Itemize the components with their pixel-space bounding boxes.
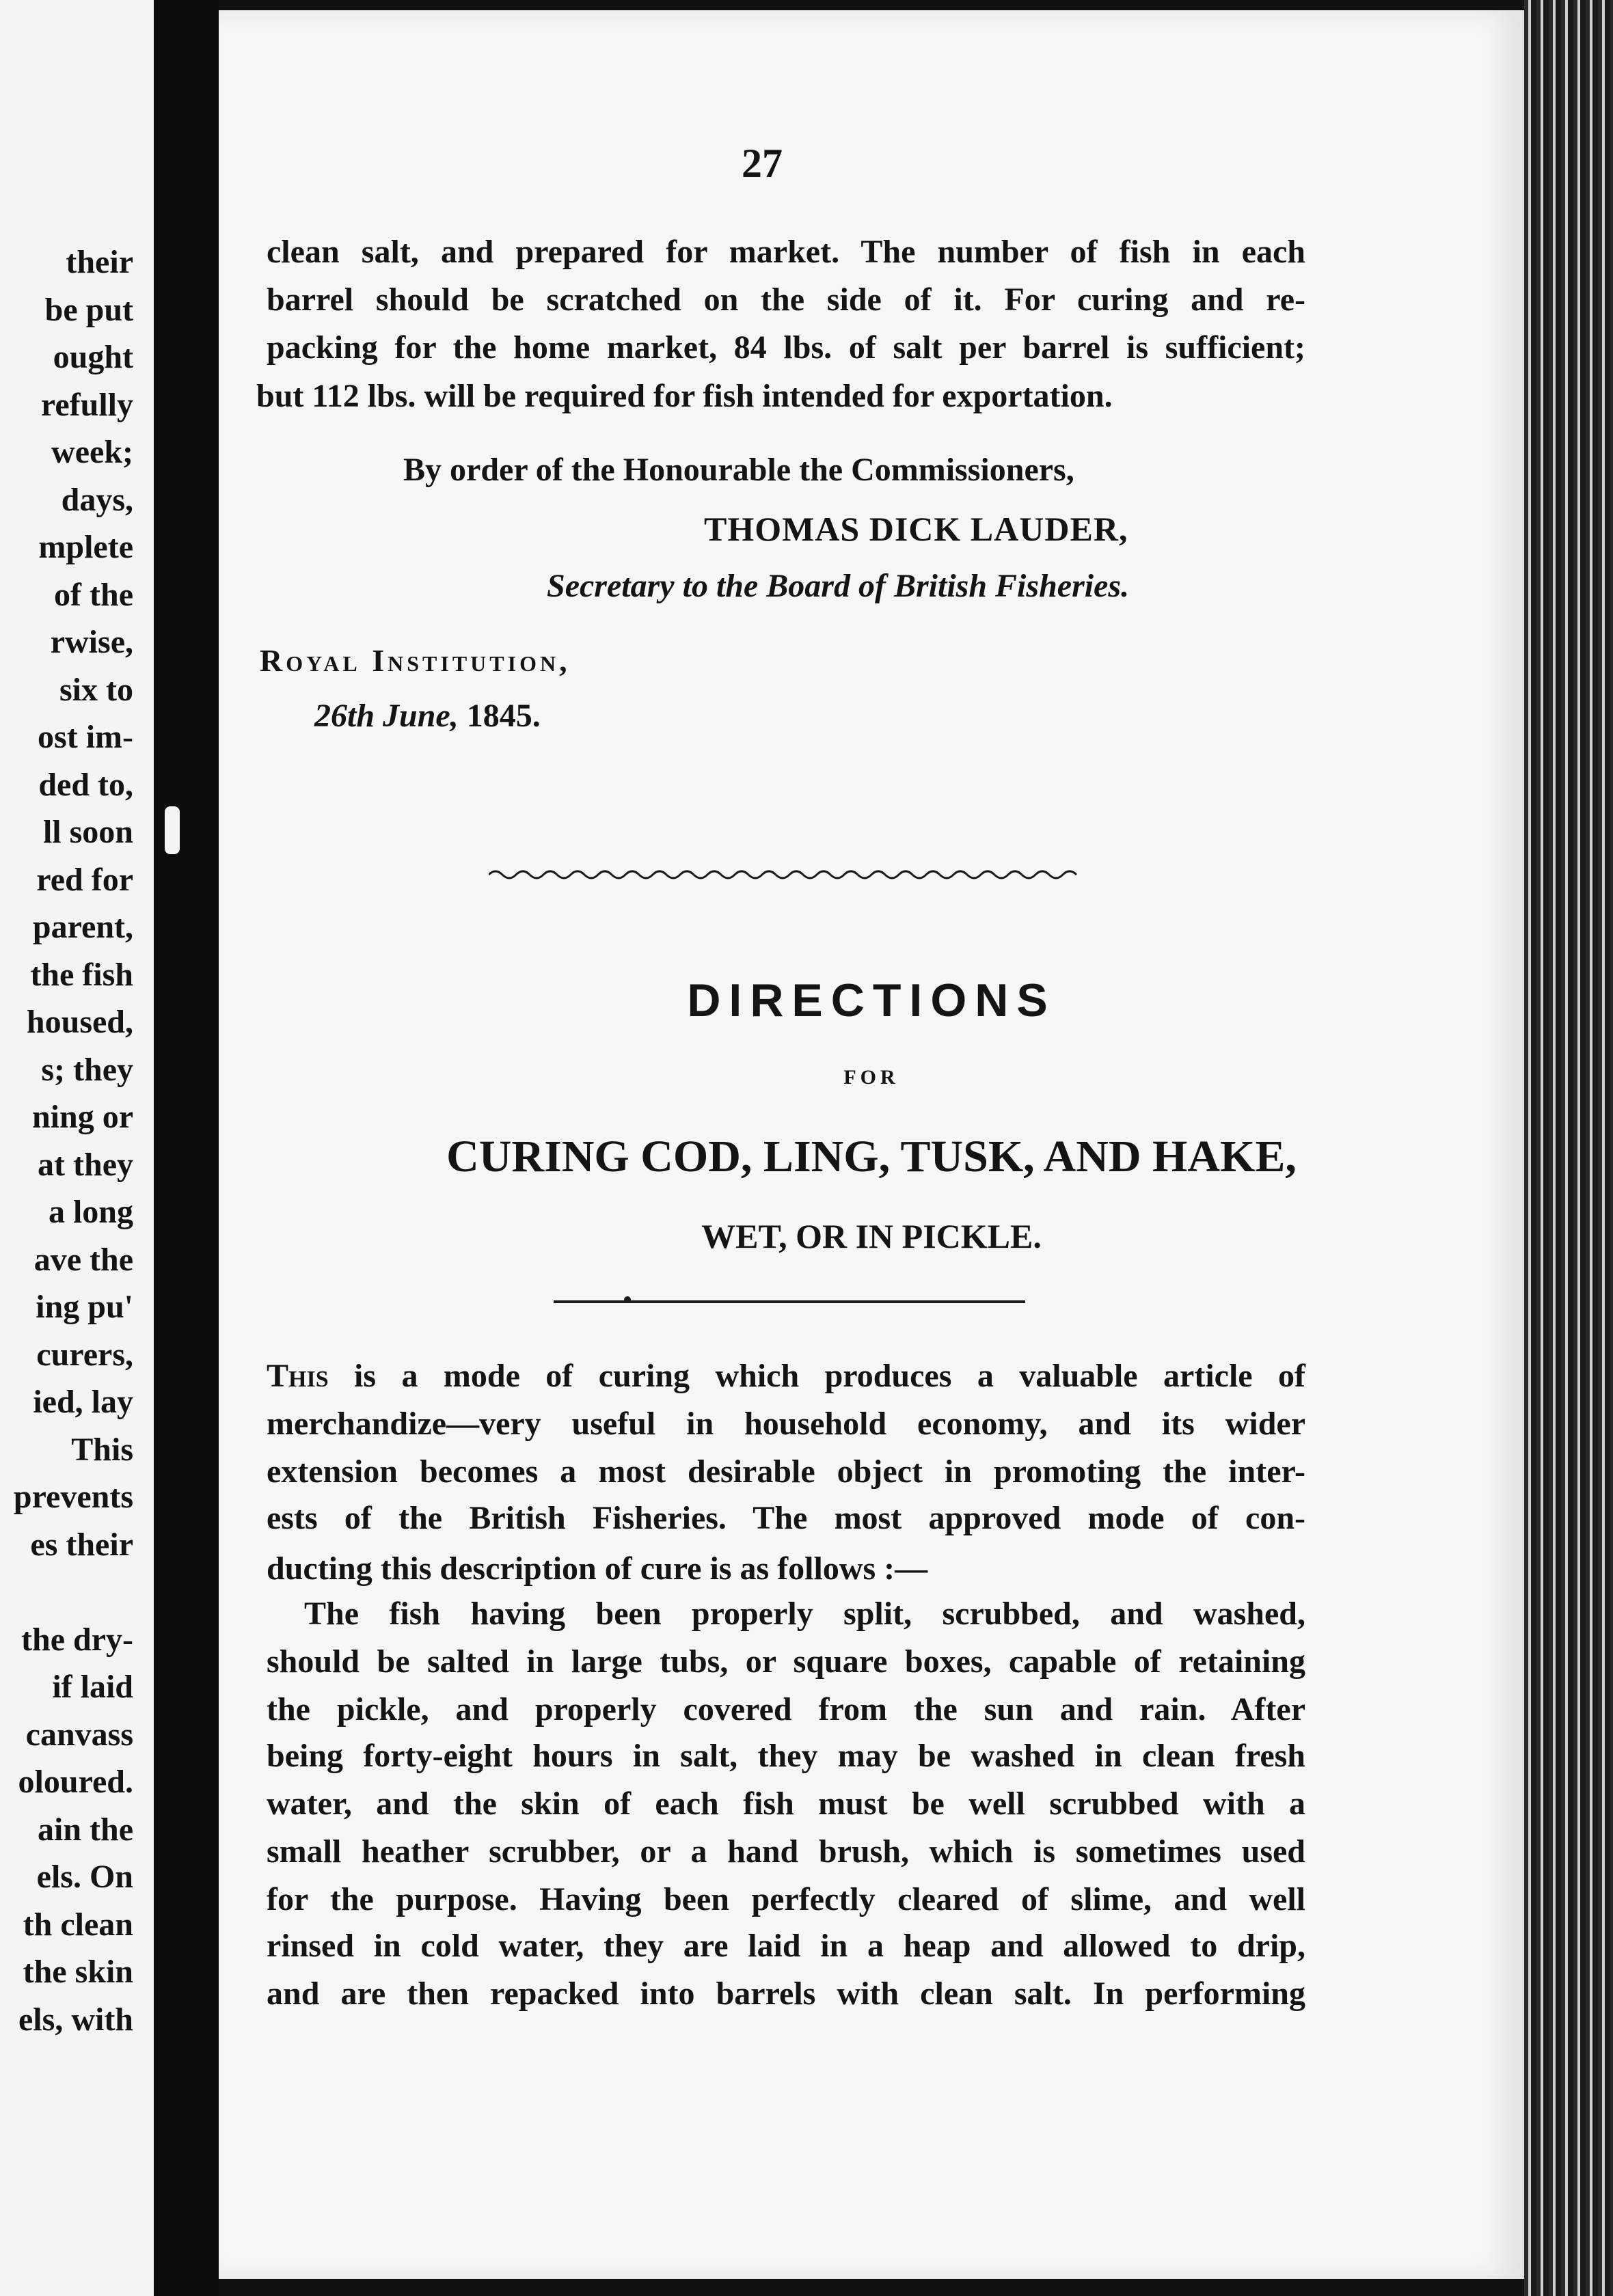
heading-for: FOR: [843, 1066, 899, 1089]
text-line: should be salted in large tubs, or square boxes, capable of retaining: [267, 1643, 1305, 1680]
place-line: Royal Institution,: [260, 643, 571, 678]
page-edges: [1524, 0, 1613, 2296]
facing-page-text: ost im-: [38, 719, 133, 755]
heading-directions: DIRECTIONS: [687, 974, 1056, 1026]
text-line: [267, 1360, 1305, 1393]
paper-tear: [165, 806, 180, 854]
page-number: 27: [742, 141, 783, 186]
facing-page-text: refully: [40, 386, 133, 423]
facing-page-text: curers,: [36, 1336, 133, 1373]
date-line: [314, 697, 541, 735]
text-line: clean salt, and prepared for market. The number of fish in each: [267, 234, 1305, 270]
facing-page-text: els, with: [18, 2001, 133, 2038]
facing-page-text: a long: [48, 1194, 133, 1230]
text-line: ests of the British Fisheries. The most approved mode of con-: [267, 1500, 1305, 1536]
text-line: being forty-eight hours in salt, they may be washed in clean fresh: [267, 1738, 1305, 1774]
facing-page-text: be put: [44, 291, 133, 328]
divider-dot: [624, 1296, 631, 1303]
heading-title: CURING COD, LING, TUSK, AND HAKE,: [446, 1132, 1297, 1181]
signatory-role: Secretary to the Board of British Fisheries.: [547, 568, 1130, 604]
facing-page-text: housed,: [26, 1004, 133, 1040]
facing-page-text: if laid: [52, 1669, 133, 1705]
facing-page-text: ning or: [31, 1099, 133, 1135]
text-line: for the purpose. Having been perfectly cleared of slime, and well: [267, 1881, 1305, 1917]
facing-page-text: es their: [30, 1526, 133, 1563]
facing-page-text: prevents: [13, 1479, 133, 1515]
facing-page-text: week;: [51, 434, 133, 470]
text-line: packing for the home market, 84 lbs. of salt per barrel is sufficient;: [267, 329, 1305, 366]
facing-page-text: ain the: [37, 1811, 133, 1848]
text-line: water, and the skin of each fish must be well scrubbed with a: [267, 1786, 1305, 1822]
facing-page-text: ave the: [33, 1241, 133, 1278]
date-day: 26th June,: [314, 698, 459, 734]
facing-page-text: els. On: [36, 1859, 133, 1895]
facing-page-text: th clean: [23, 1906, 133, 1943]
text-line: ducting this description of cure is as follows :—: [267, 1550, 928, 1587]
book-gutter: [154, 0, 219, 2296]
facing-page-text: at they: [38, 1146, 133, 1183]
facing-page-text: mplete: [38, 529, 133, 565]
facing-page-text: rwise,: [50, 624, 133, 660]
facing-page-text: canvass: [25, 1716, 133, 1753]
facing-page-text: red for: [36, 861, 133, 898]
facing-page-text: parent,: [32, 909, 133, 945]
facing-page-text: ded to,: [38, 766, 133, 803]
facing-page-text: the dry-: [21, 1621, 133, 1658]
text-line: barrel should be scratched on the side of it. For curing and re-: [267, 282, 1305, 318]
wavy-divider: [489, 864, 1083, 885]
facing-page-text: ll soon: [42, 814, 133, 850]
text-span: is a mode of curing which produces a valuable article of: [354, 1358, 1305, 1394]
text-line: extension becomes a most desirable object in promoting the inter-: [267, 1453, 1305, 1490]
facing-page-text: of the: [54, 576, 133, 613]
first-word: This: [267, 1358, 329, 1394]
facing-page-text: their: [66, 244, 133, 280]
facing-page-text: s; they: [41, 1051, 133, 1088]
facing-page-text: ought: [53, 339, 133, 375]
heading-subtitle: WET, OR IN PICKLE.: [701, 1217, 1042, 1255]
facing-page-text: oloured.: [18, 1764, 133, 1800]
text-line: the pickle, and properly covered from the sun and rain. After: [267, 1691, 1305, 1727]
facing-page-text: ing pu': [36, 1289, 133, 1325]
text-line: small heather scrubber, or a hand brush, which is sometimes used: [267, 1833, 1305, 1870]
text-line: and are then repacked into barrels with clean salt. In performing: [267, 1976, 1305, 2012]
facing-page-text: six to: [59, 671, 133, 708]
text-line: but 112 lbs. will be required for fish intended for exportation.: [256, 378, 1113, 414]
facing-page-text: days,: [61, 481, 133, 518]
text-line: rinsed in cold water, they are laid in a heap and allowed to drip,: [267, 1928, 1305, 1964]
facing-page-text: the skin: [23, 1954, 133, 1990]
facing-page-text: the fish: [30, 956, 133, 993]
facing-page-text: This: [71, 1431, 133, 1468]
text-line: The fish having been properly split, scrubbed, and washed,: [304, 1596, 1305, 1632]
text-line: merchandize—very useful in household economy, and its wider: [267, 1406, 1305, 1442]
facing-page-fragment: [0, 0, 154, 2296]
signature-by-order: By order of the Honourable the Commissioners,: [403, 452, 1074, 488]
facing-page-text: ied, lay: [33, 1384, 133, 1420]
date-year: 1845.: [466, 698, 541, 734]
signatory-name: THOMAS DICK LAUDER,: [704, 510, 1128, 548]
